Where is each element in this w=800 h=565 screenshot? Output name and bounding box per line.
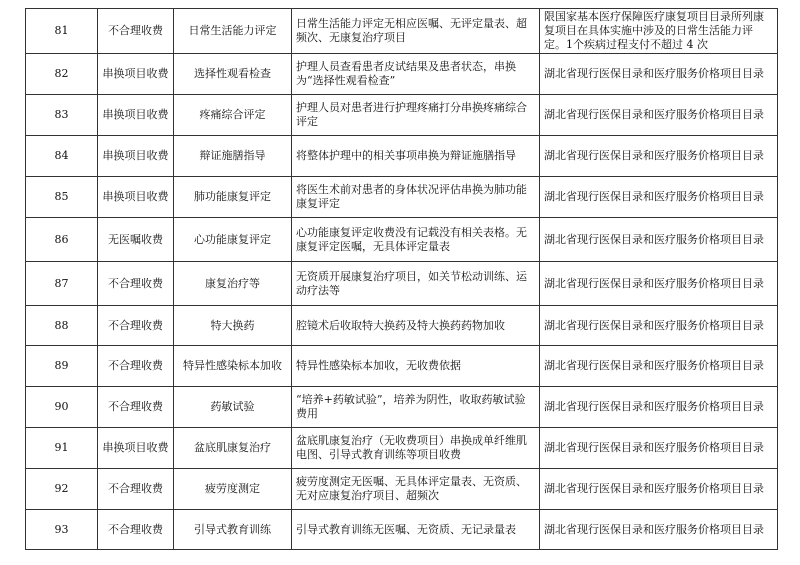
- row-number-cell: 85: [26, 177, 98, 218]
- problem-description-cell: 心功能康复评定收费没有记载没有相关表格。无康复评定医嘱，无具体评定量表: [292, 218, 540, 262]
- row-number-cell: 81: [26, 9, 98, 54]
- row-number-cell: 86: [26, 218, 98, 262]
- charge-item-cell: 日常生活能力评定: [174, 9, 292, 54]
- table-row: [26, 218, 778, 262]
- policy-basis-cell: 湖北省现行医保目录和医疗服务价格项目目录: [540, 262, 778, 306]
- problem-description-cell: “培养+药敏试验”，培养为阴性，收取药敏试验费用: [292, 387, 540, 428]
- policy-basis-cell: 湖北省现行医保目录和医疗服务价格项目目录: [540, 428, 778, 469]
- charge-item-cell: 选择性观看检查: [174, 54, 292, 95]
- charge-item-cell: 特异性感染标本加收: [174, 346, 292, 387]
- violation-type-cell: 串换项目收费: [98, 136, 174, 177]
- problem-description-cell: 盆底肌康复治疗（无收费项目）串换成单纤维肌电图、引导式教育训练等项目收费: [292, 428, 540, 469]
- charge-item-cell: 肺功能康复评定: [174, 177, 292, 218]
- violation-type-cell: 不合理收费: [98, 469, 174, 510]
- violation-type-cell: 串换项目收费: [98, 95, 174, 136]
- row-number-cell: 88: [26, 306, 98, 346]
- table-row: [26, 177, 778, 218]
- violation-type-cell: 无医嘱收费: [98, 218, 174, 262]
- policy-basis-cell: 湖北省现行医保目录和医疗服务价格项目目录: [540, 387, 778, 428]
- problem-description-cell: 腔镜术后收取特大换药及特大换药药物加收: [292, 306, 540, 346]
- table-row: [26, 306, 778, 346]
- table-row: [26, 262, 778, 306]
- problem-description-cell: 护理人员对患者进行护理疼痛打分串换疼痛综合评定: [292, 95, 540, 136]
- policy-basis-cell: 湖北省现行医保目录和医疗服务价格项目目录: [540, 136, 778, 177]
- row-number-cell: 82: [26, 54, 98, 95]
- policy-basis-cell: 湖北省现行医保目录和医疗服务价格项目目录: [540, 177, 778, 218]
- violation-type-cell: 串换项目收费: [98, 177, 174, 218]
- violation-table: [25, 8, 778, 550]
- charge-item-cell: 疲劳度测定: [174, 469, 292, 510]
- problem-description-cell: 引导式教育训练无医嘱、无资质、无记录量表: [292, 510, 540, 550]
- row-number-cell: 84: [26, 136, 98, 177]
- policy-basis-cell: 湖北省现行医保目录和医疗服务价格项目目录: [540, 54, 778, 95]
- problem-description-cell: 护理人员查看患者皮试结果及患者状态，串换为“选择性观看检查”: [292, 54, 540, 95]
- table-row: [26, 346, 778, 387]
- table-row: [26, 54, 778, 95]
- problem-description-cell: 将医生术前对患者的身体状况评估串换为肺功能康复评定: [292, 177, 540, 218]
- problem-description-cell: 疲劳度测定无医嘱、无具体评定量表、无资质、无对应康复治疗项目、超频次: [292, 469, 540, 510]
- policy-basis-cell: 湖北省现行医保目录和医疗服务价格项目目录: [540, 218, 778, 262]
- violation-type-cell: 不合理收费: [98, 306, 174, 346]
- table-row: [26, 428, 778, 469]
- violation-type-cell: 不合理收费: [98, 510, 174, 550]
- violation-type-cell: 串换项目收费: [98, 428, 174, 469]
- policy-basis-cell: 湖北省现行医保目录和医疗服务价格项目目录: [540, 469, 778, 510]
- row-number-cell: 87: [26, 262, 98, 306]
- violation-type-cell: 不合理收费: [98, 346, 174, 387]
- charge-item-cell: 辩证施膳指导: [174, 136, 292, 177]
- charge-item-cell: 引导式教育训练: [174, 510, 292, 550]
- charge-item-cell: 心功能康复评定: [174, 218, 292, 262]
- row-number-cell: 92: [26, 469, 98, 510]
- table-body: [26, 9, 778, 550]
- row-number-cell: 93: [26, 510, 98, 550]
- violation-type-cell: 不合理收费: [98, 387, 174, 428]
- table-row: [26, 136, 778, 177]
- charge-item-cell: 药敏试验: [174, 387, 292, 428]
- violation-type-cell: 不合理收费: [98, 262, 174, 306]
- row-number-cell: 91: [26, 428, 98, 469]
- table-row: [26, 387, 778, 428]
- violation-type-cell: 不合理收费: [98, 9, 174, 54]
- charge-item-cell: 康复治疗等: [174, 262, 292, 306]
- policy-basis-cell: 湖北省现行医保目录和医疗服务价格项目目录: [540, 306, 778, 346]
- problem-description-cell: 特异性感染标本加收，无收费依据: [292, 346, 540, 387]
- table-row: [26, 469, 778, 510]
- charge-item-cell: 盆底肌康复治疗: [174, 428, 292, 469]
- problem-description-cell: 无资质开展康复治疗项目，如关节松动训练、运动疗法等: [292, 262, 540, 306]
- table-row: [26, 9, 778, 54]
- policy-basis-cell: 限国家基本医疗保障医疗康复项目目录所列康复项目在具体实施中涉及的日常生活能力评定。1个疾病过程支付不超过 4 次: [540, 9, 778, 54]
- table-row: [26, 95, 778, 136]
- policy-basis-cell: 湖北省现行医保目录和医疗服务价格项目目录: [540, 95, 778, 136]
- problem-description-cell: 将整体护理中的相关事项串换为辩证施膳指导: [292, 136, 540, 177]
- charge-item-cell: 疼痛综合评定: [174, 95, 292, 136]
- charge-item-cell: 特大换药: [174, 306, 292, 346]
- policy-basis-cell: 湖北省现行医保目录和医疗服务价格项目目录: [540, 346, 778, 387]
- problem-description-cell: 日常生活能力评定无相应医嘱、无评定量表、超频次、无康复治疗项目: [292, 9, 540, 54]
- row-number-cell: 90: [26, 387, 98, 428]
- row-number-cell: 89: [26, 346, 98, 387]
- table-row: [26, 510, 778, 550]
- row-number-cell: 83: [26, 95, 98, 136]
- policy-basis-cell: 湖北省现行医保目录和医疗服务价格项目目录: [540, 510, 778, 550]
- violation-type-cell: 串换项目收费: [98, 54, 174, 95]
